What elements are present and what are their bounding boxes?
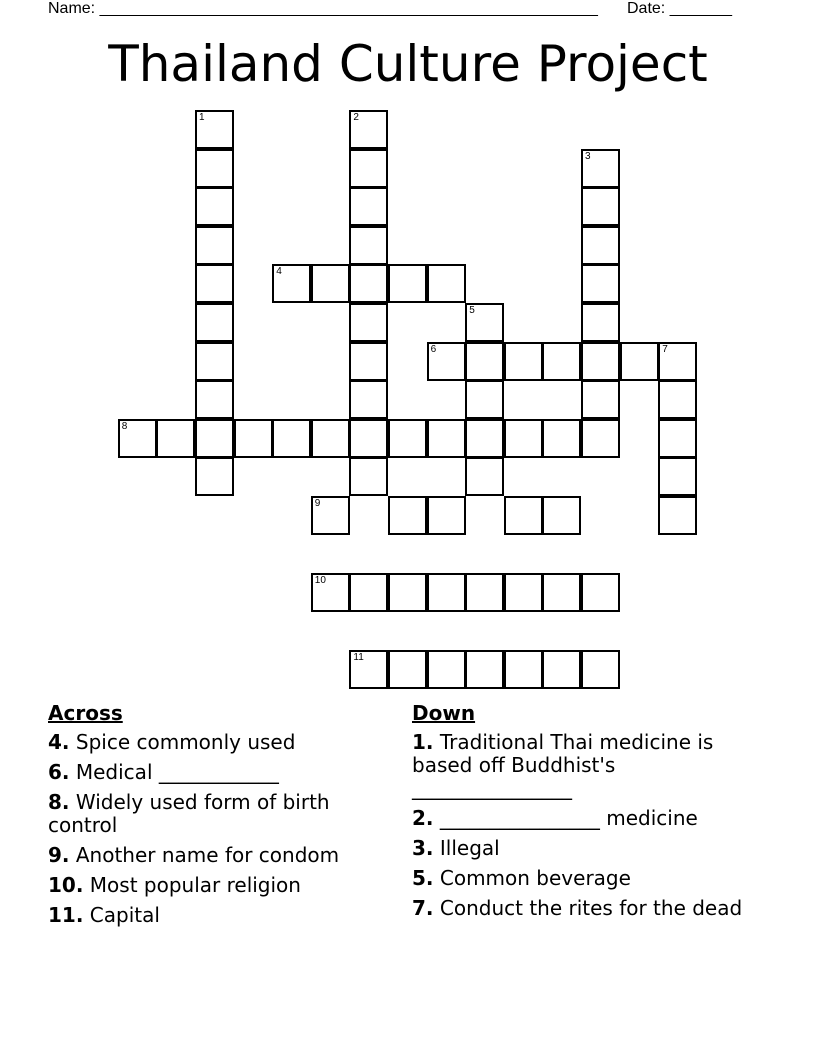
grid-cell[interactable] [388, 573, 427, 612]
clue-number: 9 [314, 498, 321, 509]
clue-item [48, 874, 378, 897]
clue-item-number: 4. [48, 730, 70, 754]
grid-cell[interactable] [542, 573, 581, 612]
clue-item [412, 837, 762, 860]
clue-item-text: Traditional Thai medicine is based off Buddhist's ________________ [412, 730, 714, 800]
grid-cell[interactable] [272, 419, 311, 458]
down-heading: Down [412, 701, 476, 725]
clue-item-number: 7. [412, 896, 434, 920]
grid-cell[interactable] [427, 573, 466, 612]
grid-cell[interactable] [427, 650, 466, 689]
grid-cell[interactable] [465, 457, 504, 496]
grid-cell[interactable] [581, 419, 620, 458]
clue-item [48, 761, 378, 784]
grid-cell[interactable] [388, 419, 427, 458]
across-clue-list [48, 731, 378, 927]
grid-cell[interactable] [465, 342, 504, 381]
grid-cell[interactable] [195, 264, 234, 303]
grid-cell[interactable] [465, 419, 504, 458]
across-heading: Across [48, 701, 123, 725]
clue-number: 8 [121, 420, 128, 432]
grid-cell[interactable] [581, 149, 620, 188]
grid-cell[interactable] [195, 226, 234, 265]
grid-cell[interactable] [658, 380, 697, 419]
grid-cell[interactable] [156, 419, 195, 458]
clue-item-text: Most popular religion [83, 873, 301, 897]
grid-cell[interactable] [427, 496, 466, 535]
grid-cell[interactable] [388, 650, 427, 689]
grid-cell[interactable] [195, 303, 234, 342]
grid-cell[interactable] [272, 264, 311, 303]
grid-cell[interactable] [349, 149, 388, 188]
page-title: Thailand Culture Project [108, 35, 708, 93]
grid-cell[interactable] [581, 187, 620, 226]
clue-item-number: 6. [48, 760, 70, 784]
grid-cell[interactable] [349, 303, 388, 342]
grid-cell[interactable] [427, 419, 466, 458]
grid-cell[interactable] [542, 496, 581, 535]
grid-cell[interactable] [504, 419, 543, 458]
clue-item [412, 897, 762, 920]
clue-item-text: Another name for condom [69, 843, 340, 867]
clue-item-number: 5. [412, 866, 434, 890]
clue-item-number: 10. [48, 873, 84, 897]
grid-cell[interactable] [311, 419, 350, 458]
clue-item [412, 731, 762, 800]
clue-item-number: 9. [48, 843, 70, 867]
grid-cell[interactable] [388, 264, 427, 303]
clue-item-text: Conduct the rites for the dead [433, 896, 743, 920]
grid-cell[interactable] [388, 496, 427, 535]
grid-cell[interactable] [349, 573, 388, 612]
grid-cell[interactable] [542, 650, 581, 689]
grid-cell[interactable] [658, 419, 697, 458]
grid-cell[interactable] [118, 419, 157, 458]
grid-cell[interactable] [349, 342, 388, 381]
grid-cell[interactable] [349, 226, 388, 265]
grid-cell[interactable] [427, 342, 466, 381]
grid-cell[interactable] [542, 342, 581, 381]
grid-cell[interactable] [581, 650, 620, 689]
clue-number: 6 [430, 343, 437, 355]
grid-cell[interactable] [581, 380, 620, 419]
clue-item-text: Capital [83, 903, 160, 927]
grid-cell[interactable] [620, 342, 659, 381]
clue-number: 11 [353, 652, 364, 664]
clue-item-text: Widely used form of birth control [48, 790, 330, 837]
grid-cell[interactable] [504, 342, 543, 381]
clue-item [412, 807, 762, 830]
grid-cell[interactable] [349, 457, 388, 496]
clue-number: 2 [353, 112, 359, 123]
grid-cell[interactable] [581, 303, 620, 342]
clue-item-text: ________________ medicine [433, 806, 698, 830]
clue-item [48, 791, 378, 837]
grid-cell[interactable] [195, 187, 234, 226]
grid-cell[interactable] [195, 149, 234, 188]
grid-cell[interactable] [195, 380, 234, 419]
clue-item-number: 2. [412, 806, 434, 830]
grid-cell[interactable] [504, 650, 543, 689]
grid-cell[interactable] [311, 264, 350, 303]
clue-item [48, 844, 378, 867]
grid-cell[interactable] [311, 573, 350, 612]
grid-cell[interactable] [195, 419, 234, 458]
clue-item-number: 11. [48, 903, 84, 927]
grid-cell[interactable] [658, 496, 697, 535]
down-clue-list [412, 731, 762, 920]
grid-cell[interactable] [542, 419, 581, 458]
grid-cell[interactable] [195, 110, 234, 149]
clue-item-text: Spice commonly used [69, 730, 296, 754]
date-field[interactable]: Date: _______ [627, 0, 732, 17]
grid-cell[interactable] [504, 573, 543, 612]
grid-cell[interactable] [349, 264, 388, 303]
grid-cell[interactable] [465, 573, 504, 612]
grid-cell[interactable] [349, 419, 388, 458]
across-clues [48, 702, 378, 934]
grid-cell[interactable] [349, 110, 388, 149]
clue-item [412, 867, 762, 890]
grid-cell[interactable] [195, 457, 234, 496]
grid-cell[interactable] [349, 187, 388, 226]
clue-number: 1 [199, 112, 205, 123]
clue-item-text: Medical ____________ [69, 760, 279, 784]
grid-cell[interactable] [349, 650, 388, 689]
grid-cell[interactable] [311, 496, 350, 535]
grid-cell[interactable] [658, 457, 697, 496]
clue-number: 3 [585, 150, 591, 162]
grid-cell[interactable] [234, 419, 273, 458]
grid-cell[interactable] [465, 303, 504, 342]
grid-cell[interactable] [349, 380, 388, 419]
clue-number: 4 [276, 266, 282, 278]
clue-item-text: Common beverage [433, 866, 631, 890]
clue-item [48, 904, 378, 927]
grid-cell[interactable] [658, 342, 697, 381]
grid-cell[interactable] [427, 264, 466, 303]
clue-item [48, 731, 378, 754]
grid-cell[interactable] [581, 342, 620, 381]
down-clues [412, 702, 762, 927]
grid-cell[interactable] [581, 573, 620, 612]
clue-number: 7 [662, 343, 668, 355]
clue-number: 5 [469, 305, 475, 316]
grid-cell[interactable] [504, 496, 543, 535]
grid-cell[interactable] [195, 342, 234, 381]
grid-cell[interactable] [581, 226, 620, 265]
grid-cell[interactable] [465, 380, 504, 419]
grid-cell[interactable] [581, 264, 620, 303]
clue-item-number: 1. [412, 730, 434, 754]
name-field[interactable]: Name: ________________________________________________________ [48, 0, 598, 17]
clue-item-text: Illegal [433, 836, 500, 860]
clue-item-number: 3. [412, 836, 434, 860]
grid-cell[interactable] [465, 650, 504, 689]
clue-item-number: 8. [48, 790, 70, 814]
clue-number: 10 [314, 575, 326, 587]
